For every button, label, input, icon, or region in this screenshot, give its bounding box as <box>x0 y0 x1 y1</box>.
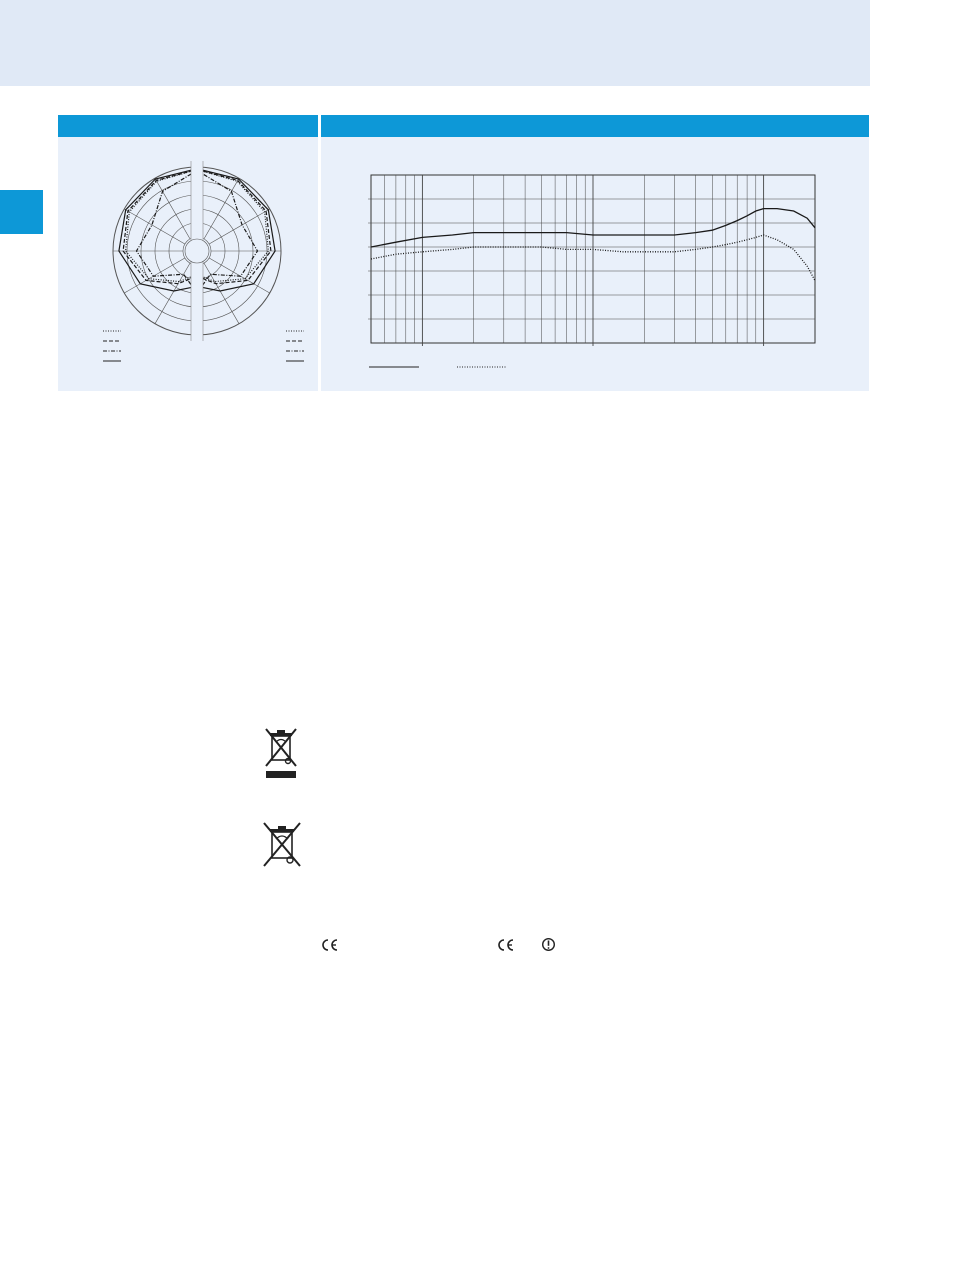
crossed-out-wheelie-bin-icon <box>260 820 304 868</box>
ce-mark-icon <box>320 938 340 952</box>
freq-grid <box>368 175 815 346</box>
crossed-out-wheelie-bin-with-bar-icon <box>262 726 300 782</box>
alert-class-mark-icon <box>541 937 556 952</box>
polar-pattern-chart <box>58 137 318 391</box>
header-band <box>0 0 870 86</box>
polar-pattern-header-bar <box>58 115 318 137</box>
polar-pattern-panel <box>58 137 318 391</box>
frequency-response-header-bar <box>321 115 869 137</box>
frequency-response-panel <box>321 137 869 391</box>
ce-mark-icon-secondary <box>496 938 516 952</box>
frequency-response-chart <box>321 137 869 391</box>
polar-center-hub <box>185 239 209 263</box>
chapter-tab-marker <box>0 190 43 234</box>
